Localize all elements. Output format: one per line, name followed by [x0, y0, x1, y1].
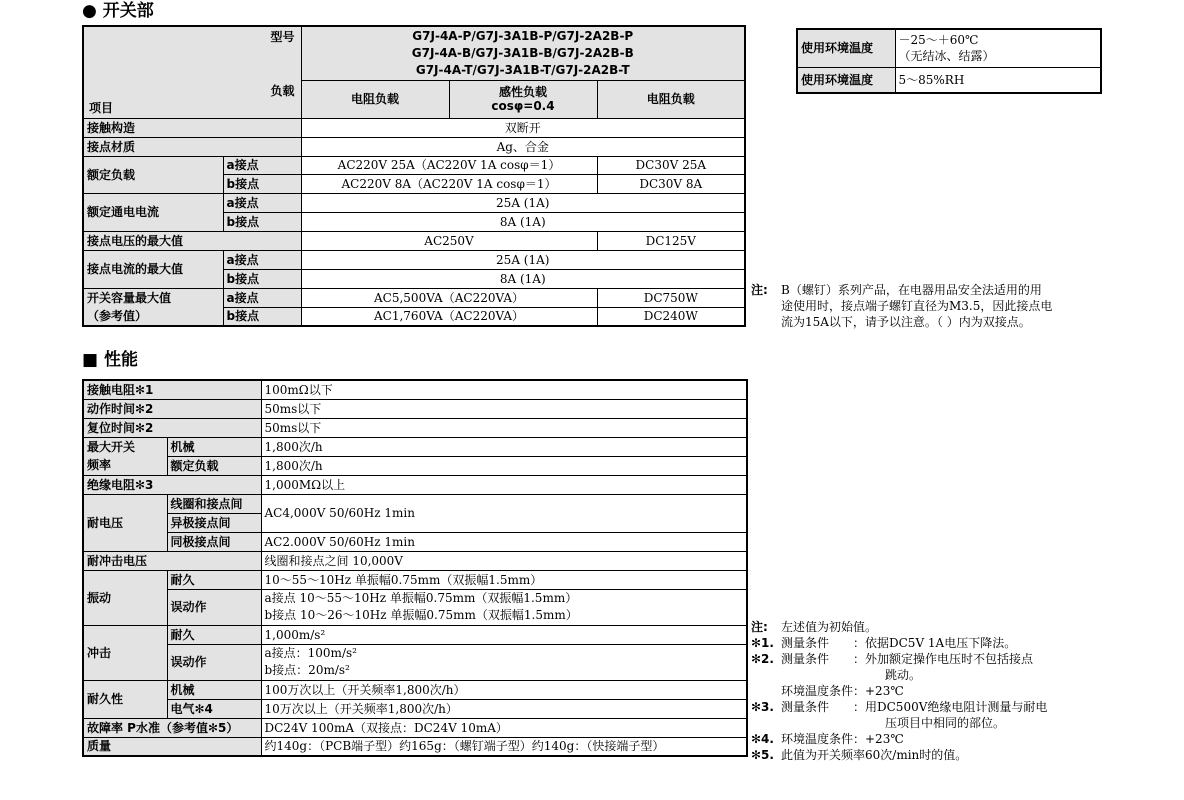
performance-table — [82, 379, 748, 757]
switching-capacity-label-2: （参考值） — [87, 308, 148, 323]
sub-label-a-contact: a接点 — [223, 288, 301, 307]
rated-b-ac-value: AC220V 8A（AC220V 1A cosφ＝1） — [301, 174, 597, 193]
freq-rated-value: 1,800次/h — [261, 456, 747, 475]
sub-label-mechanical: 机械 — [167, 680, 261, 699]
shock-malfunction-value — [261, 644, 747, 680]
capacity-a-ac-value: AC5,500VA（AC220VA） — [301, 288, 597, 307]
col-inductive-load — [449, 80, 597, 118]
current-b-value: 8A (1A) — [301, 212, 745, 231]
col-inductive-label: 感性负载 — [498, 85, 547, 99]
row-label-endurance: 耐久性 — [83, 680, 167, 718]
note-line: B（螺钉）系列产品，在电器用品安全法适用的用 — [781, 283, 1042, 297]
note-key: 注: — [751, 620, 768, 634]
section-title-performance: ■ 性能 — [82, 350, 138, 370]
sub-label-a-contact: a接点 — [223, 156, 301, 174]
capacity-b-ac-value: AC1,760VA（AC220VA） — [301, 307, 597, 326]
section-title-contacts: ● 开关部 — [82, 1, 154, 21]
note-text: 跳动。 — [885, 668, 922, 682]
row-label-max-current: 接点电流的最大值 — [83, 250, 223, 288]
row-label-material: 接点材质 — [83, 137, 301, 156]
row-label-failure-rate: 故障率 P水准（参考值✻5） — [83, 718, 261, 737]
shock-malfunction-a: a接点：100m/s² — [264, 646, 357, 660]
note-key: ✻1. — [751, 636, 774, 650]
note-key: ✻4. — [751, 732, 774, 746]
sub-label-coil-contact: 线圈和接点间 — [167, 494, 261, 513]
material-value: Ag、合金 — [301, 137, 745, 156]
row-label-vibration: 振动 — [83, 570, 167, 625]
col-resistive-load-2: 电阻负载 — [597, 80, 745, 118]
sub-label-b-contact: b接点 — [223, 269, 301, 288]
note-line: 途使用时，接点端子螺钉直径为M3.5，因此接点电 — [781, 299, 1053, 313]
row-label-insulation: 绝缘电阻✻3 — [83, 475, 261, 494]
sub-label-durability: 耐久 — [167, 625, 261, 644]
sub-label-electrical: 电气✻4 — [167, 699, 261, 718]
note-line: 流为15A以下，请予以注意。（ ）内为双接点。 — [781, 315, 1031, 329]
note-key: ✻2. — [751, 652, 774, 666]
contact-resistance-value: 100mΩ以下 — [261, 380, 747, 399]
note-text: 测量条件 ：依据DC5V 1A电压下降法。 — [781, 636, 1017, 650]
switching-capacity-label-1: 开关容量最大值 — [87, 290, 172, 305]
sub-label-mechanical: 机械 — [167, 437, 261, 456]
contacts-note — [751, 282, 1052, 330]
freq-mechanical-value: 1,800次/h — [261, 437, 747, 456]
sub-label-malfunction: 误动作 — [167, 644, 261, 680]
sub-label-diff-pole: 异极接点间 — [167, 513, 261, 532]
max-current-a-value: 25A (1A) — [301, 250, 745, 269]
model-name: G7J-4A-P/G7J-3A1B-P/G7J-2A2B-P — [412, 28, 634, 43]
note-text: 环境温度条件：+23℃ — [781, 732, 904, 746]
env-temp-label: 使用环境温度 — [797, 29, 895, 67]
env-temp-condition: （无结冰、结露） — [898, 49, 995, 64]
sub-label-b-contact: b接点 — [223, 212, 301, 231]
env-temp-value — [895, 29, 1101, 67]
note-text: 测量条件 ：用DC500V绝缘电阻计测量与耐电 — [781, 700, 1048, 714]
row-label-structure: 接触构造 — [83, 118, 301, 137]
sub-label-a-contact: a接点 — [223, 193, 301, 212]
sub-label-same-pole: 同极接点间 — [167, 532, 261, 551]
rated-a-ac-value: AC220V 25A（AC220V 1A cosφ＝1） — [301, 156, 597, 174]
sub-label-a-contact: a接点 — [223, 250, 301, 269]
vibration-malfunction-value — [261, 589, 747, 625]
note-key: 注: — [751, 283, 768, 297]
row-label-rated-load: 额定负载 — [83, 156, 223, 193]
vibration-malfunction-b: b接点 10～26～10Hz 单振幅0.75mm（双振幅1.5mm） — [264, 608, 578, 622]
row-label-release-time: 复位时间✻2 — [83, 418, 261, 437]
note-text: 测量条件 ：外加额定操作电压时不包括接点 — [781, 652, 1034, 666]
contacts-table — [82, 25, 746, 327]
row-label-rated-current: 额定通电电流 — [83, 193, 223, 231]
rated-b-dc-value: DC30V 8A — [597, 174, 745, 193]
note-text: 压项目中相同的部位。 — [885, 716, 1006, 730]
vibration-durability-value: 10～55～10Hz 单振幅0.75mm（双振幅1.5mm） — [261, 570, 747, 589]
row-label-weight: 质量 — [83, 737, 261, 756]
note-key: ✻5. — [751, 748, 774, 762]
col-resistive-load: 电阻负载 — [301, 80, 449, 118]
capacity-a-dc-value: DC750W — [597, 288, 745, 307]
item-label: 项目 — [89, 100, 114, 115]
environment-table — [796, 28, 1102, 94]
row-label-switching-capacity — [83, 288, 223, 326]
failure-rate-value: DC24V 100mA（双接点：DC24V 10mA） — [261, 718, 747, 737]
vibration-malfunction-a: a接点 10～55～10Hz 单振幅0.75mm（双振幅1.5mm） — [264, 591, 578, 605]
max-voltage-ac-value: AC250V — [301, 231, 597, 250]
max-frequency-label-1: 最大开关 — [87, 440, 136, 454]
operate-time-value: 50ms以下 — [261, 399, 747, 418]
load-label: 负载 — [270, 84, 295, 98]
note-text: 左述值为初始值。 — [781, 620, 878, 634]
shock-malfunction-b: b接点：20m/s² — [264, 663, 350, 677]
row-label-max-voltage: 接点电压的最大值 — [83, 231, 301, 250]
release-time-value: 50ms以下 — [261, 418, 747, 437]
env-temp-range: －25～＋60℃ — [898, 33, 979, 48]
note-key: ✻3. — [751, 700, 774, 714]
model-label: 型号 — [270, 30, 295, 44]
dielectric-value-2: AC2.000V 50/60Hz 1min — [261, 532, 747, 551]
max-voltage-dc-value: DC125V — [597, 231, 745, 250]
impulse-value: 线圈和接点之间 10,000V — [261, 551, 747, 570]
max-current-b-value: 8A (1A) — [301, 269, 745, 288]
capacity-b-dc-value: DC240W — [597, 307, 745, 326]
weight-value: 约140g：（PCB端子型）约165g：（螺钉端子型）约140g：（快接端子型） — [261, 737, 747, 756]
endurance-electrical-value: 10万次以上（开关频率1,800次/h） — [261, 699, 747, 718]
row-label-contact-resistance: 接触电阻✻1 — [83, 380, 261, 399]
model-name: G7J-4A-T/G7J-3A1B-T/G7J-2A2B-T — [415, 62, 630, 77]
performance-notes — [751, 619, 1047, 763]
env-humidity-value: 5～85%RH — [895, 67, 1101, 93]
row-label-shock: 冲击 — [83, 625, 167, 680]
max-frequency-label-2: 频率 — [87, 458, 112, 472]
structure-value: 双断开 — [301, 118, 745, 137]
note-text: 此值为开关频率60次/min时的值。 — [781, 748, 968, 762]
row-label-dielectric: 耐电压 — [83, 494, 167, 551]
insulation-value: 1,000MΩ以上 — [261, 475, 747, 494]
model-names-cell — [301, 26, 745, 80]
sub-label-durability: 耐久 — [167, 570, 261, 589]
row-label-operate-time: 动作时间✻2 — [83, 399, 261, 418]
row-label-max-frequency — [83, 437, 167, 475]
header-corner-cell — [83, 26, 301, 118]
endurance-mechanical-value: 100万次以上（开关频率1,800次/h） — [261, 680, 747, 699]
current-a-value: 25A (1A) — [301, 193, 745, 212]
sub-label-rated-load: 额定负载 — [167, 456, 261, 475]
sub-label-b-contact: b接点 — [223, 307, 301, 326]
row-label-impulse: 耐冲击电压 — [83, 551, 261, 570]
dielectric-value-1: AC4,000V 50/60Hz 1min — [261, 494, 747, 532]
note-text: 环境温度条件：+23℃ — [781, 684, 904, 698]
rated-a-dc-value: DC30V 25A — [597, 156, 745, 174]
env-humidity-label: 使用环境温度 — [797, 67, 895, 93]
sub-label-b-contact: b接点 — [223, 174, 301, 193]
sub-label-malfunction: 误动作 — [167, 589, 261, 625]
model-name: G7J-4A-B/G7J-3A1B-B/G7J-2A2B-B — [411, 45, 634, 60]
shock-durability-value: 1,000m/s² — [261, 625, 747, 644]
col-inductive-sub: cosφ=0.4 — [491, 99, 555, 113]
